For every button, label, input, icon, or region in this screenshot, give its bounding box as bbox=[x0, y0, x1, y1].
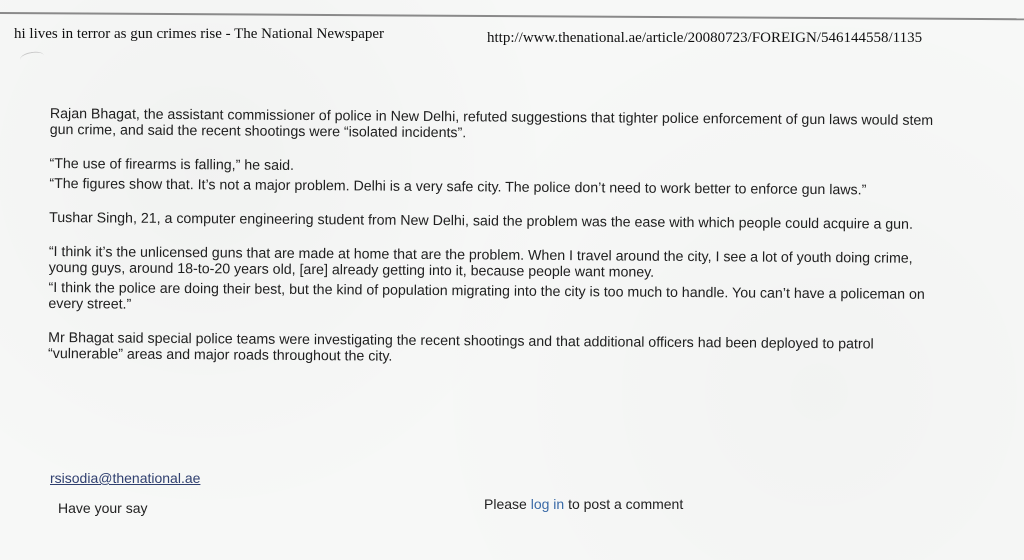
comment-prompt bbox=[484, 496, 683, 512]
article-paragraph: Mr Bhagat said special police teams were investigating the recent shootings and that additional officers had been deployed to patrol “vulnerable” areas and major roads throughout the city. bbox=[47, 329, 874, 365]
article-paragraph: Tushar Singh, 21, a computer engineering student from New Delhi, said the problem was the ease with which people could acquire a gun. bbox=[49, 209, 914, 233]
comment-prefix: Please bbox=[484, 496, 527, 512]
article-paragraph: “I think it’s the unlicensed guns that are made at home that are the problem. When I travel around the city, I see a lot of youth doing crime, young guys, around 18-to-20 years old, [are] already getting into it, because people want money. bbox=[48, 243, 913, 281]
article-paragraph: “The figures show that. It’s not a major problem. Delhi is a very safe city. The police don’t need to work better to enforce gun laws.” bbox=[49, 175, 867, 199]
article-paragraph: “The use of firearms is falling,” he said. bbox=[49, 155, 295, 174]
author-email-link[interactable]: rsisodia@thenational.ae bbox=[50, 470, 201, 486]
article-paragraph: Rajan Bhagat, the assistant commissioner of police in New Delhi, refuted suggestions that tighter police enforcement of gun laws would stem gun crime, and said the recent shootings were “isolated incidents”. bbox=[49, 106, 934, 142]
scan-mark bbox=[19, 50, 45, 65]
comment-suffix: to post a comment bbox=[568, 496, 684, 512]
have-your-say-heading: Have your say bbox=[58, 500, 148, 516]
article-body bbox=[48, 106, 950, 369]
print-header-url: http://www.thenational.ae/article/20080723/FOREIGN/546144558/1135 bbox=[487, 30, 923, 46]
article-paragraph: “I think the police are doing their best, but the kind of population migrating into the city is too much to handle. You can’t have a policeman on every street.” bbox=[48, 279, 925, 313]
login-link[interactable]: log in bbox=[530, 496, 565, 512]
print-header-title: hi lives in terror as gun crimes rise - The National Newspaper bbox=[14, 26, 385, 42]
top-rule bbox=[0, 12, 1024, 20]
